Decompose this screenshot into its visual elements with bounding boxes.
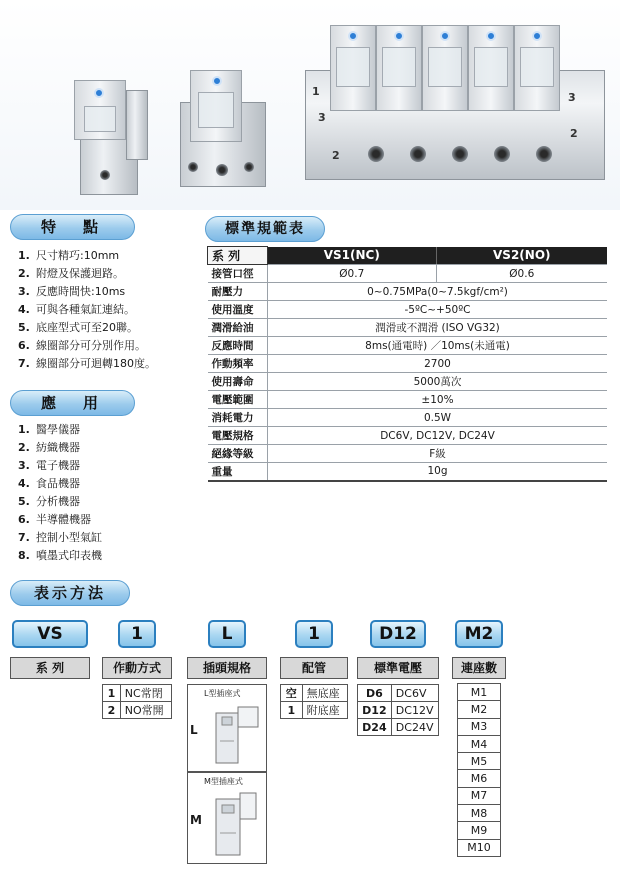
code-series: VS <box>12 620 88 648</box>
table-row <box>208 445 608 463</box>
list-item: 6. 半導體機器 <box>18 513 91 526</box>
table-row <box>208 427 608 445</box>
spec-table <box>207 246 607 482</box>
plug-l-letter: L <box>190 723 198 737</box>
ordering-heading: 表示方法 <box>10 580 130 606</box>
spec-value: F級 <box>268 445 608 463</box>
spec-value: 8ms(通電時) ／10ms(未通電) <box>268 337 608 355</box>
label-action: 作動方式 <box>102 657 172 679</box>
table-row <box>208 283 608 301</box>
list-item: 3. 電子機器 <box>18 459 80 472</box>
plug-m-panel <box>187 772 267 864</box>
spec-value: 2700 <box>268 355 608 373</box>
label-series: 系 列 <box>10 657 90 679</box>
plug-m-letter: M <box>190 813 202 827</box>
port-label: 2 <box>332 149 340 162</box>
port-label: 3 <box>568 91 576 104</box>
table-row: M3 <box>458 718 501 735</box>
table-row: M9 <box>458 822 501 839</box>
code-action: 1 <box>118 620 156 648</box>
label-plug: 插頭規格 <box>187 657 267 679</box>
list-item: 1. 尺寸精巧:10mm <box>18 249 120 262</box>
spec-label: 電壓範圍 <box>208 391 268 409</box>
product-photo-area <box>0 0 620 210</box>
spec-header-label: 系 列 <box>208 247 268 265</box>
table-row: M5 <box>458 753 501 770</box>
spec-header-vs2: VS2(NO) <box>436 247 607 265</box>
table-row <box>208 337 608 355</box>
spec-value: DC6V, DC12V, DC24V <box>268 427 608 445</box>
table-row: M2 <box>458 701 501 718</box>
plug-l-caption: L型插座式 <box>204 689 241 698</box>
code-piping: 1 <box>295 620 333 648</box>
list-item: 7. 控制小型氣缸 <box>18 531 102 544</box>
table-row <box>208 373 608 391</box>
spec-label: 反應時間 <box>208 337 268 355</box>
plug-l-panel <box>187 684 267 772</box>
table-row: D12 DC12V <box>358 702 439 719</box>
table-row <box>208 265 608 283</box>
list-item: 1. 醫學儀器 <box>18 423 80 436</box>
spec-value: Ø0.7 <box>268 265 437 283</box>
spec-value: ±10% <box>268 391 608 409</box>
label-mounts: 連座數 <box>452 657 506 679</box>
table-row: 1 NC常閉 <box>103 685 172 702</box>
table-row <box>208 463 608 481</box>
features-list <box>18 247 156 373</box>
list-item: 2. 紡織機器 <box>18 441 80 454</box>
label-piping: 配管 <box>280 657 348 679</box>
list-item: 3. 反應時間快:10ms <box>18 285 126 298</box>
spec-label: 使用壽命 <box>208 373 268 391</box>
label-voltage: 標準電壓 <box>357 657 439 679</box>
code-mounts: M2 <box>455 620 503 648</box>
spec-label: 絕緣等級 <box>208 445 268 463</box>
table-row: 2 NO常開 <box>103 702 172 719</box>
spec-label: 作動頻率 <box>208 355 268 373</box>
manifold-valve <box>514 25 560 135</box>
table-row: M7 <box>458 787 501 804</box>
table-row <box>208 409 608 427</box>
mounts-options <box>457 683 501 857</box>
plug-m-caption: M型插座式 <box>204 777 243 786</box>
features-heading: 特 點 <box>10 214 135 240</box>
spec-label: 潤滑給油 <box>208 319 268 337</box>
spec-label: 接管口徑 <box>208 265 268 283</box>
spec-value: 0.5W <box>268 409 608 427</box>
code-plug: L <box>208 620 246 648</box>
list-item: 8. 噴墨式印表機 <box>18 549 102 562</box>
manifold-valve <box>468 25 514 135</box>
spec-value: Ø0.6 <box>436 265 607 283</box>
spec-label: 消耗電力 <box>208 409 268 427</box>
list-item: 5. 底座型式可至20聯。 <box>18 321 138 334</box>
table-row: D6 DC6V <box>358 685 439 702</box>
table-row <box>208 355 608 373</box>
table-row: 空 無底座 <box>281 685 348 702</box>
spec-label: 重量 <box>208 463 268 481</box>
spec-value: 5000萬次 <box>268 373 608 391</box>
table-row <box>208 319 608 337</box>
spec-value: 潤滑或不潤滑 (ISO VG32) <box>268 319 608 337</box>
plug-m-icon <box>208 789 264 861</box>
spec-label: 使用溫度 <box>208 301 268 319</box>
manifold-valve <box>422 25 468 135</box>
table-row: M1 <box>458 684 501 701</box>
list-item: 2. 附燈及保護迴路。 <box>18 267 124 280</box>
spec-value: 0~0.75MPa(0~7.5kgf/cm²) <box>268 283 608 301</box>
table-row <box>208 247 608 265</box>
port-label: 3 <box>318 111 326 124</box>
spec-header-vs1: VS1(NC) <box>268 247 437 265</box>
code-voltage: D12 <box>370 620 426 648</box>
list-item: 4. 食品機器 <box>18 477 80 490</box>
manifold-valve <box>330 25 376 135</box>
list-item: 7. 線圈部分可迴轉180度。 <box>18 357 156 370</box>
spec-value: -5ºC~+50ºC <box>268 301 608 319</box>
table-row: M6 <box>458 770 501 787</box>
plug-l-icon <box>208 701 264 767</box>
table-row: M4 <box>458 735 501 752</box>
manifold-valve <box>376 25 422 135</box>
applications-list <box>18 421 102 565</box>
action-options <box>102 684 172 719</box>
piping-options <box>280 684 348 719</box>
list-item: 6. 線圈部分可分別作用。 <box>18 339 146 352</box>
spec-value: 10g <box>268 463 608 481</box>
table-row: D24 DC24V <box>358 719 439 736</box>
list-item: 5. 分析機器 <box>18 495 80 508</box>
spec-label: 耐壓力 <box>208 283 268 301</box>
table-row <box>208 301 608 319</box>
table-row: M8 <box>458 805 501 822</box>
table-row <box>208 391 608 409</box>
table-row: M10 <box>458 839 501 856</box>
valve-photo-with-base <box>178 62 268 192</box>
spec-label: 電壓規格 <box>208 427 268 445</box>
applications-heading: 應 用 <box>10 390 135 416</box>
spec-heading: 標準規範表 <box>205 216 325 242</box>
table-row: 1 附底座 <box>281 702 348 719</box>
valve-photo-small <box>70 70 150 200</box>
voltage-options <box>357 684 439 736</box>
port-label: 1 <box>312 85 320 98</box>
port-label: 2 <box>570 127 578 140</box>
list-item: 4. 可與各種氣缸連結。 <box>18 303 135 316</box>
